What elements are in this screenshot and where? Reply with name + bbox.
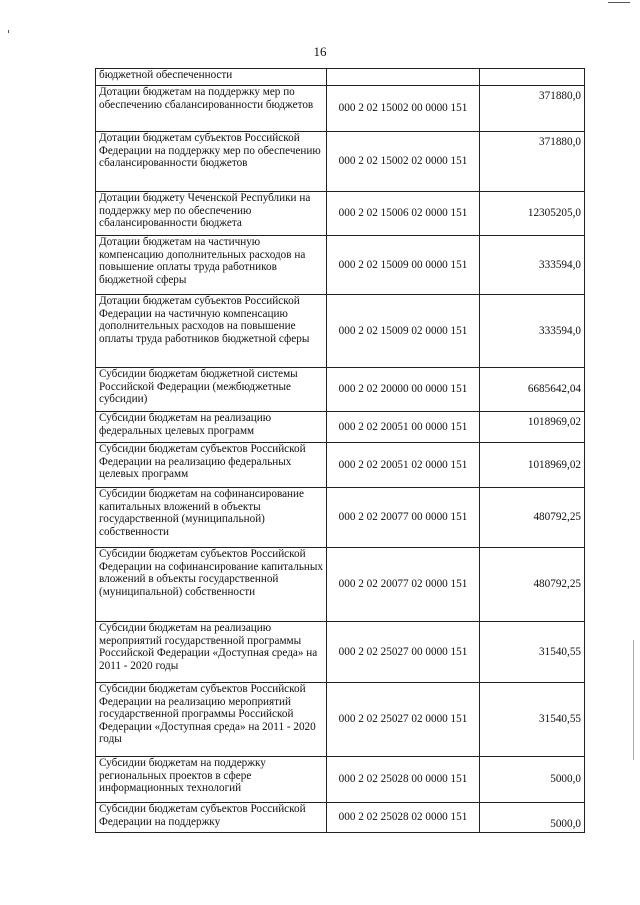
amount: 5000,0 [480, 757, 585, 803]
budget-code: 000 2 02 15009 02 0000 151 [327, 295, 480, 368]
budget-code: 000 2 02 15002 00 0000 151 [327, 86, 480, 132]
budget-code: 000 2 02 15009 00 0000 151 [327, 236, 480, 295]
table-row [96, 683, 585, 757]
item-name: Субсидии бюджетам на поддержку региональных проектов в сфере информационных технологий [96, 757, 327, 803]
amount: 6685642,04 [480, 368, 585, 412]
budget-code: 000 2 02 20051 02 0000 151 [327, 443, 480, 488]
amount: 333594,0 [480, 295, 585, 368]
budget-code: 000 2 02 20077 00 0000 151 [327, 488, 480, 548]
amount: 31540,55 [480, 622, 585, 683]
item-name: Субсидии бюджетам субъектов Российской Федерации на реализацию мероприятий государственной программы Российской Федерации «Доступная среда» на 2011 - 2020 годы [96, 683, 327, 757]
amount: 31540,55 [480, 683, 585, 757]
item-name: Субсидии бюджетам на реализацию федеральных целевых программ [96, 412, 327, 443]
item-name: Дотации бюджетам субъектов Российской Федерации на поддержку мер по обеспечению сбалансированности бюджетов [96, 132, 327, 192]
table-row [96, 86, 585, 132]
item-name: Субсидии бюджетам субъектов Российской Федерации на софинансирование капитальных вложений в объекты государственной (муниципальной) собственности [96, 548, 327, 622]
amount: 333594,0 [480, 236, 585, 295]
item-name: бюджетной обеспеченности [96, 69, 327, 86]
table-row [96, 132, 585, 192]
page-number: 16 [313, 44, 327, 59]
table-row [96, 488, 585, 548]
amount: 371880,0 [480, 86, 585, 132]
table-row [96, 295, 585, 368]
amount: 480792,25 [480, 488, 585, 548]
table-row [96, 757, 585, 803]
amount: 1018969,02 [480, 443, 585, 488]
budget-code: 000 2 02 25027 02 0000 151 [327, 683, 480, 757]
item-name: Дотации бюджетам на частичную компенсацию дополнительных расходов на повышение оплаты труда работников бюджетной сферы [96, 236, 327, 295]
table-row [96, 548, 585, 622]
table-row [96, 192, 585, 236]
budget-code: 000 2 02 25028 02 0000 151 [327, 803, 480, 833]
amount: 5000,0 [480, 803, 585, 833]
amount: 1018969,02 [480, 412, 585, 443]
item-name: Субсидии бюджетам субъектов Российской Федерации на поддержку [96, 803, 327, 833]
scan-mark [633, 640, 634, 760]
budget-code: 000 2 02 20077 02 0000 151 [327, 548, 480, 622]
item-name: Субсидии бюджетам на софинансирование капитальных вложений в объекты государственной (муниципальной) собственности [96, 488, 327, 548]
budget-code [327, 69, 480, 86]
item-name: Дотации бюджетам субъектов Российской Федерации на частичную компенсацию дополнительных расходов на повышение оплаты труда работников бюджетной сферы [96, 295, 327, 368]
table-row [96, 622, 585, 683]
revenue-table [95, 68, 585, 833]
budget-code: 000 2 02 15002 02 0000 151 [327, 132, 480, 192]
item-name: Субсидии бюджетам бюджетной системы Российской Федерации (межбюджетные субсидии) [96, 368, 327, 412]
budget-code: 000 2 02 20051 00 0000 151 [327, 412, 480, 443]
item-name: Субсидии бюджетам на реализацию мероприятий государственной программы Российской Федерации «Доступная среда» на 2011 - 2020 годы [96, 622, 327, 683]
table-row [96, 236, 585, 295]
amount [480, 69, 585, 86]
item-name: Субсидии бюджетам субъектов Российской Федерации на реализацию федеральных целевых программ [96, 443, 327, 488]
budget-code: 000 2 02 15006 02 0000 151 [327, 192, 480, 236]
scan-mark [8, 30, 9, 33]
table-row [96, 368, 585, 412]
budget-code: 000 2 02 25028 00 0000 151 [327, 757, 480, 803]
budget-code: 000 2 02 20000 00 0000 151 [327, 368, 480, 412]
item-name: Дотации бюджетам на поддержку мер по обеспечению сбалансированности бюджетов [96, 86, 327, 132]
item-name: Дотации бюджету Чеченской Республики на поддержку мер по обеспечению сбалансированности бюджета [96, 192, 327, 236]
budget-code: 000 2 02 25027 00 0000 151 [327, 622, 480, 683]
table-row [96, 69, 585, 86]
table-row [96, 443, 585, 488]
table-row [96, 803, 585, 833]
amount: 371880,0 [480, 132, 585, 192]
scan-mark [608, 2, 630, 3]
amount: 480792,25 [480, 548, 585, 622]
table-row [96, 412, 585, 443]
amount: 12305205,0 [480, 192, 585, 236]
